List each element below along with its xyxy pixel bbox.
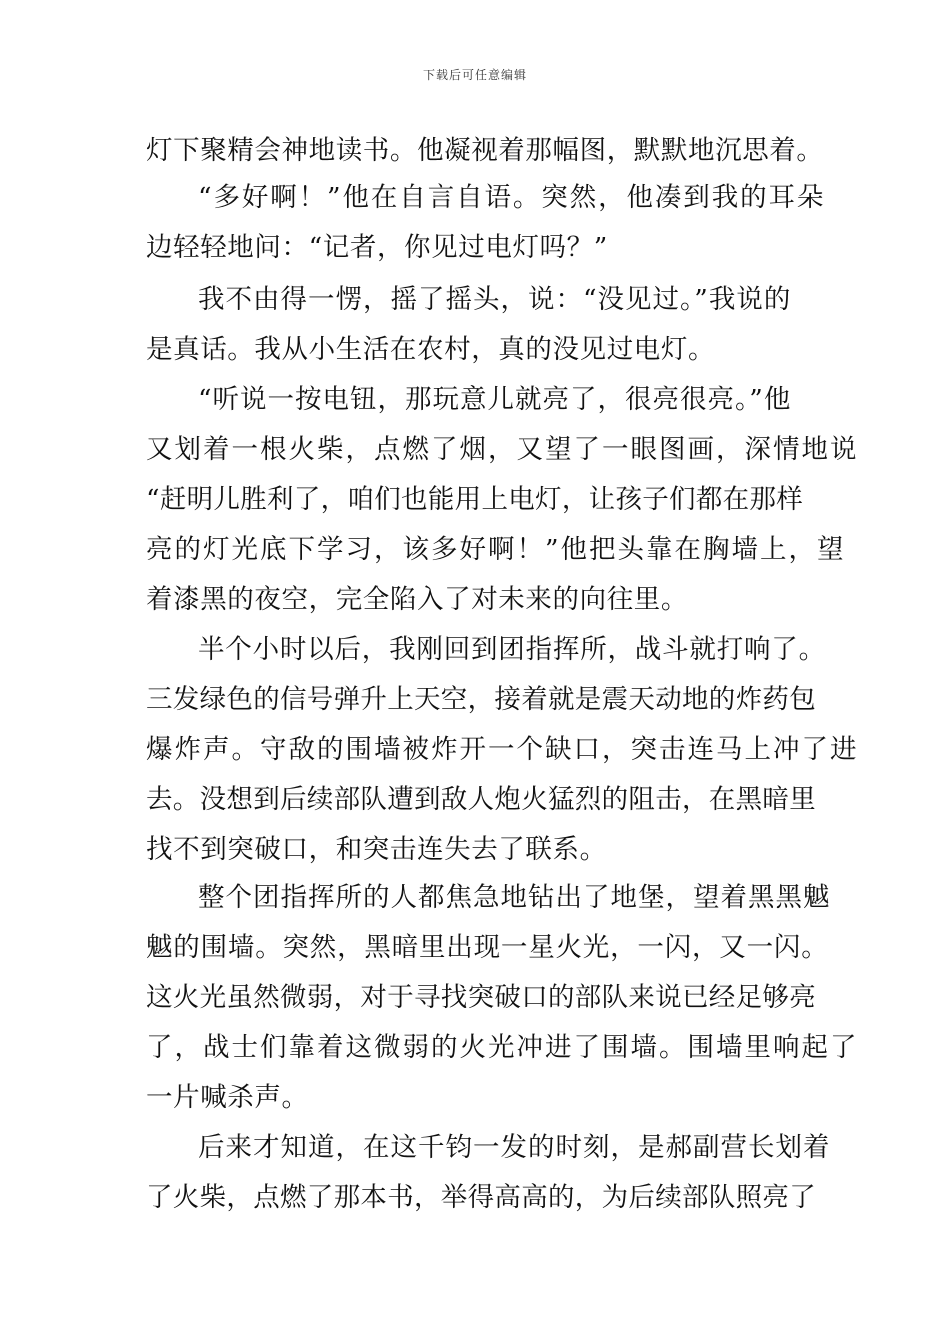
page-header: 下载后可任意编辑	[422, 68, 527, 82]
text-line: 整个团指挥所的人都焦急地钻出了地堡，望着黑黑魆	[198, 882, 831, 913]
text-line: 三发绿色的信号弹升上天空，接着就是震天动地的炸药包	[146, 684, 816, 715]
text-line: 半个小时以后，我刚回到团指挥所，战斗就打响了。	[198, 634, 826, 665]
text-line: 了火柴，点燃了那本书，举得高高的，为后续部队照亮了	[146, 1182, 816, 1213]
text-line: “听说一按电钮，那玩意儿就亮了，很亮很亮。”他	[198, 384, 792, 415]
text-line: 亮的灯光底下学习，该多好啊！”他把头靠在胸墙上，望	[146, 534, 846, 565]
text-line: “多好啊！”他在自言自语。突然，他凑到我的耳朵	[198, 182, 826, 213]
text-line: 着漆黑的夜空，完全陷入了对未来的向往里。	[146, 584, 688, 615]
text-line: 是真话。我从小生活在农村，真的没见过电灯。	[146, 334, 716, 365]
text-line: 灯下聚精会神地读书。他凝视着那幅图，默默地沉思着。	[146, 135, 824, 166]
text-line: 找不到突破口，和突击连失去了联系。	[146, 834, 607, 865]
text-line: 一片喊杀声。	[146, 1082, 309, 1113]
text-line: 了，战士们靠着这微弱的火光冲进了围墙。围墙里响起了	[146, 1032, 859, 1063]
text-line: 我不由得一愣，摇了摇头，说：“没见过。”我说的	[198, 284, 792, 315]
text-line: “赶明儿胜利了，咱们也能用上电灯，让孩子们都在那样	[146, 484, 804, 515]
text-line: 去。没想到后续部队遭到敌人炮火猛烈的阻击，在黑暗里	[146, 784, 816, 815]
text-line: 魆的围墙。突然，黑暗里出现一星火光，一闪，又一闪。	[146, 932, 829, 963]
text-line: 边轻轻地问：“记者，你见过电灯吗？”	[146, 232, 608, 263]
text-line: 后来才知道，在这千钧一发的时刻，是郝副营长划着	[198, 1132, 831, 1163]
text-line: 爆炸声。守敌的围墙被炸开一个缺口，突击连马上冲了进	[146, 734, 859, 765]
text-line: 这火光虽然微弱，对于寻找突破口的部队来说已经足够亮	[146, 982, 816, 1013]
text-line: 又划着一根火柴，点燃了烟，又望了一眼图画，深情地说	[146, 434, 859, 465]
